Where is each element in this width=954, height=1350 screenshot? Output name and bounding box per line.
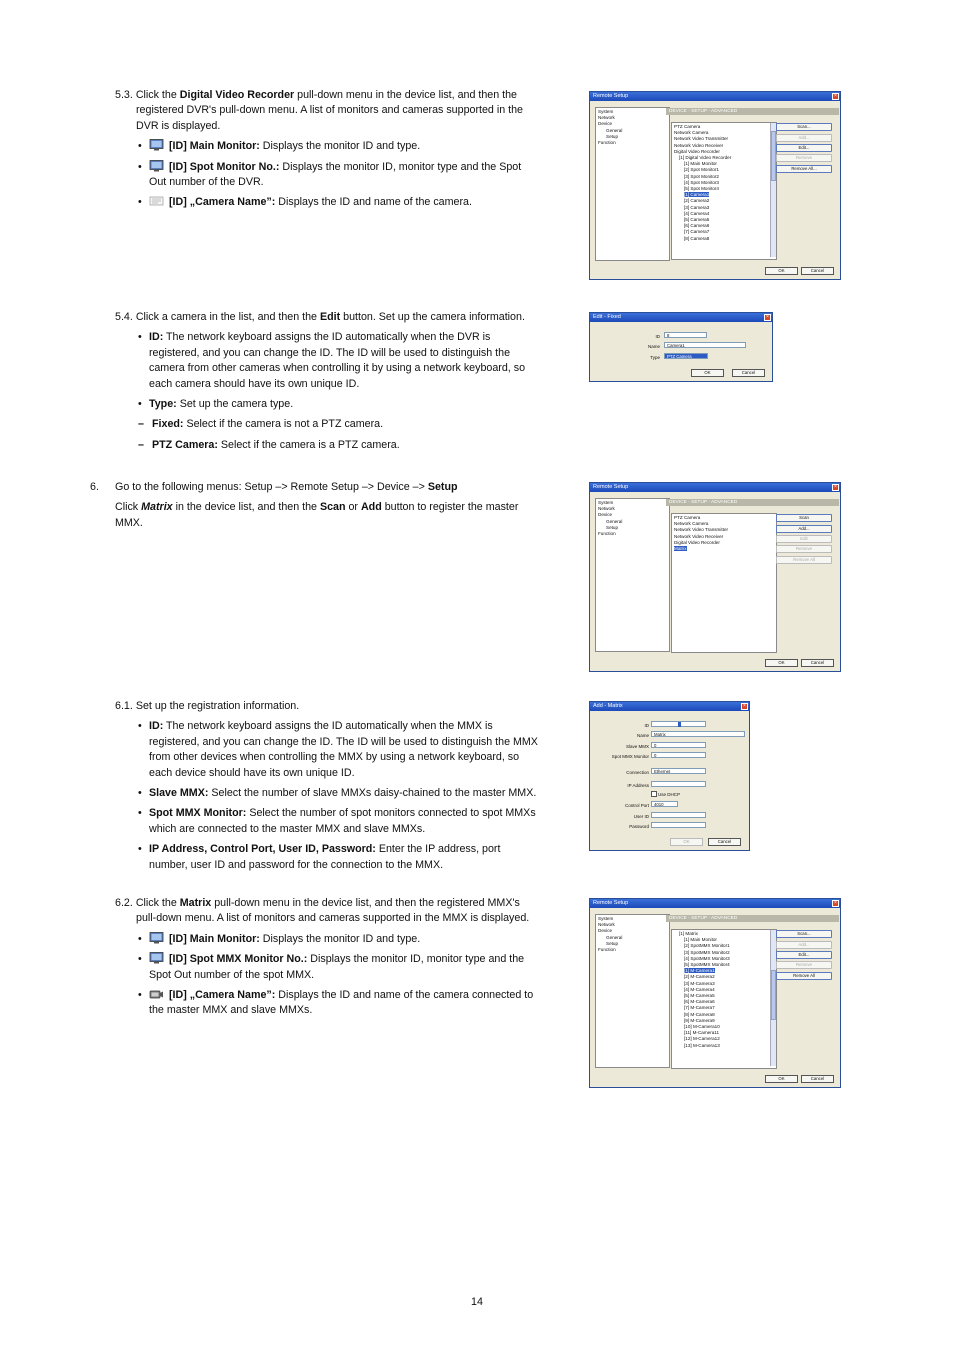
- section-6: 6. Go to the following menus: Setup –> Remote Setup –> Device –> Setup Click Matrix in the device list, and then the Scan or Add button to register the master MMX.: [90, 481, 519, 529]
- scan-button[interactable]: Scan: [776, 514, 832, 522]
- section-6-1: 6.1. Set up the registration information. • ID: The network keyboard assigns the ID automatically when the MMX is registered, and you can change the ID. The ID will be used to distinguish the MMX from other devices when controlling the MMX by using a network keyboard, so each device should have its own unique ID. • Slave MMX: Select the number of slave MMXs daisy-chained to the master MMX. • Spot MMX Monitor: Select the number of spot monitors connected to spot MMXs which are connected to the master MMX and slave MMXs. • IP Address, Control Port, User ID, Password: Enter the IP address, port number, user ID and password for the connection to the MMX.: [115, 699, 538, 878]
- close-icon[interactable]: ×: [832, 93, 839, 100]
- section-6-2: 6.2. Click the Matrix pull-down menu in the device list, and then the registered MMX's pull-down menu. A list of monitors and cameras supported in the MMX is displayed. • [ID] Main Monitor: Displays the monitor ID and type. • [ID] Spot MMX Monitor No.: Displays the monitor ID, monitor type and the Spot Out number of the spot MMX. • [ID] „Camera Name”: Displays the ID and name of the camera connected to the master MMX and slave MMXs.: [115, 896, 538, 1024]
- remote-setup-mmx-screenshot: [589, 898, 841, 1088]
- remote-setup-dvr-screenshot: [589, 91, 841, 280]
- spot-mmx-monitor-select[interactable]: 0: [651, 752, 706, 758]
- cancel-button[interactable]: Cancel: [801, 267, 834, 275]
- left-tree: System Network Device General Setup Function: [595, 914, 670, 1068]
- ok-button[interactable]: OK: [765, 267, 798, 275]
- add-matrix-screenshot: Add - Matrix × ID Name Matrix Slave MMX 0 Spot MMX Monitor 0 Connection Ethernet IP Address Use DHCP Control Port 4010 User ID Password OK Cancel: [589, 701, 750, 851]
- section-5-4: 5.4. Click a camera in the list, and then the Edit button. Set up the camera information. • ID: The network keyboard assigns the ID automatically when the DVR is registered, and you can change the ID. The ID will be used to distinguish the camera from other cameras when controlling it by using a network keyboard, so each camera should have its own unique ID. • Type: Set up the camera type. – Fixed: Select if the camera is not a PTZ camera. – PTZ Camera: Select if the camera is a PTZ camera.: [115, 310, 535, 458]
- ok-button[interactable]: OK: [670, 838, 703, 846]
- bullet-id: • ID: The network keyboard assigns the ID automatically when the DVR is registered, and you can change the ID. The ID will be used to distinguish the camera from other cameras when controlling it by using a network keyboard, so each camera should have its own unique ID.: [138, 331, 526, 390]
- use-dhcp-checkbox[interactable]: Use DHCP: [651, 791, 680, 798]
- left-tree: System Network Device General Setup Function: [595, 498, 670, 652]
- cancel-button[interactable]: Cancel: [801, 659, 834, 667]
- name-field[interactable]: Camera1: [664, 342, 746, 348]
- bullet-spot-mmx-monitor: • Spot MMX Monitor: Select the number of spot monitors connected to spot MMXs which are connected to the master MMX and slave MMXs.: [138, 807, 536, 835]
- edit-button[interactable]: Edit...: [776, 951, 832, 959]
- remove-all-button[interactable]: Remove All: [776, 556, 832, 564]
- id-field[interactable]: [651, 721, 706, 727]
- add-button[interactable]: Add...: [776, 941, 832, 949]
- step-number: 5.3.: [115, 89, 133, 101]
- section-5-3: 5.3. Click the Digital Video Recorder pull-down menu in the device list, and then the registered DVR's pull-down menu. A list of monitors and cameras supported in the DVR is displayed. • [ID] Main Monitor: Displays the monitor ID and type. • [ID] Spot Monitor No.: Displays the monitor ID, monitor type and the Spot Out number of the DVR. • [ID] „Camera Name”: Displays the ID and name of the camera.: [115, 88, 535, 216]
- edit-button[interactable]: Edit: [776, 535, 832, 543]
- page-number: 14: [471, 1296, 483, 1308]
- scrollbar[interactable]: [770, 930, 776, 1066]
- password-field[interactable]: [651, 822, 706, 828]
- monitor-icon: [149, 160, 164, 172]
- bullet-main-monitor: • [ID] Main Monitor: Displays the monitor ID and type.: [138, 932, 421, 945]
- edit-button[interactable]: Edit...: [776, 144, 832, 152]
- remove-button[interactable]: Remove: [776, 154, 832, 162]
- ip-address-field[interactable]: [651, 781, 706, 787]
- window-title: Edit - Fixed: [593, 314, 621, 320]
- add-button[interactable]: Add...: [776, 525, 832, 533]
- ok-button[interactable]: OK: [765, 1075, 798, 1083]
- panel-header: DEVICE - SETUP - ADVANCED: [666, 499, 839, 506]
- bullet-type: • Type: Set up the camera type.: [138, 398, 294, 411]
- dash-ptz: – PTZ Camera: Select if the camera is a PTZ camera.: [138, 438, 400, 451]
- cancel-button[interactable]: Cancel: [708, 838, 741, 846]
- device-tree: PTZ Camera Network Camera Network Video Transmitter Network Video Receiver Digital Video Recorder [1] Digital Video Recorder [1] Main Monitor [2] Spot Monitor1 [3] Spot Monitor2 [4] Spot Monitor3 [5] Spot Monitor4 [1] Camera1 [2] Camera2 [3] Camera3 [4] Camera4 [5] Camera5 [6] Camera6 [7] Camera7 [8] Camera8: [671, 122, 777, 260]
- window-title: Remote Setup: [593, 900, 629, 906]
- window-title: Add - Matrix: [593, 703, 623, 709]
- add-button[interactable]: Add...: [776, 134, 832, 142]
- monitor-icon: [149, 932, 164, 944]
- bullet-connection: • IP Address, Control Port, User ID, Password: Enter the IP address, port number, user ID and password for the connection to the MMX.: [138, 843, 501, 871]
- remote-setup-matrix-screenshot: [589, 482, 841, 672]
- dash-fixed: – Fixed: Select if the camera is not a PTZ camera.: [138, 418, 384, 431]
- device-tree: PTZ Camera Network Camera Network Video Transmitter Network Video Receiver Digital Video Recorder Matrix: [671, 513, 777, 653]
- panel-header: DEVICE - SETUP - ADVANCED: [666, 108, 839, 115]
- connection-select[interactable]: Ethernet: [651, 768, 706, 774]
- monitor-icon: [149, 952, 164, 964]
- device-tree: [1] Matrix [1] Main Monitor [2] SpotMMX Monitor1 [3] SpotMMX Monitor2 [4] SpotMMX Monitor3 [5] SpotMMX Monitor4 [1] M-Camera1 [2] M-Camera2 [3] M-Camera3 [4] M-Camera4 [5] M-Camera5 [6] M-Camera6 [7] M-Camera7 [8] M-Camera8 [9] M-Camera9 [10] M-Camera10 [11] M-Camera11 [12] M-Camera12 [13] M-Camera13: [671, 929, 777, 1069]
- close-icon[interactable]: ×: [741, 703, 748, 710]
- monitor-icon: [149, 139, 164, 151]
- user-id-field[interactable]: [651, 812, 706, 818]
- remove-all-button[interactable]: Remove All: [776, 972, 832, 980]
- ok-button[interactable]: OK: [691, 369, 724, 377]
- bullet-main-monitor: • [ID] Main Monitor: Displays the monitor ID and type.: [138, 140, 421, 153]
- bullet-camera-name: • [ID] „Camera Name”: Displays the ID and name of the camera connected to the master MMX and slave MMXs.: [138, 989, 534, 1017]
- type-select[interactable]: PTZ Camera: [664, 353, 708, 359]
- edit-fixed-screenshot: Edit - Fixed × ID 8 Name Camera1 Type PTZ Camera OK Cancel: [589, 312, 773, 382]
- left-tree: System Network Device General Setup Function: [595, 107, 670, 261]
- close-icon[interactable]: ×: [764, 314, 771, 321]
- close-icon[interactable]: ×: [832, 484, 839, 491]
- window-title: Remote Setup: [593, 93, 629, 99]
- close-icon[interactable]: ×: [832, 900, 839, 907]
- bullet-spot-monitor: • [ID] Spot Monitor No.: Displays the monitor ID, monitor type and the Spot Out number of the DVR.: [138, 160, 522, 189]
- remove-button[interactable]: Remove: [776, 961, 832, 969]
- bold-term: Digital Video Recorder: [179, 89, 295, 101]
- bullet-spot-mmx-monitor: • [ID] Spot MMX Monitor No.: Displays the monitor ID, monitor type and the Spot Out number of the spot MMX.: [138, 953, 525, 981]
- ok-button[interactable]: OK: [765, 659, 798, 667]
- scan-button[interactable]: Scan...: [776, 123, 832, 131]
- slave-mmx-select[interactable]: 0: [651, 742, 706, 748]
- camera-list-icon: [149, 195, 164, 207]
- window-title: Remote Setup: [593, 484, 629, 490]
- camera-icon: [149, 988, 164, 1000]
- control-port-field[interactable]: 4010: [651, 801, 678, 807]
- bullet-camera-name: • [ID] „Camera Name”: Displays the ID and name of the camera.: [138, 196, 472, 209]
- remove-all-button[interactable]: Remove All...: [776, 165, 832, 173]
- name-field[interactable]: Matrix: [651, 731, 745, 737]
- panel-header: DEVICE - SETUP - ADVANCED: [666, 915, 839, 922]
- remove-button[interactable]: Remove: [776, 545, 832, 553]
- scan-button[interactable]: Scan...: [776, 930, 832, 938]
- scrollbar[interactable]: [770, 123, 776, 257]
- bullet-id: • ID: The network keyboard assigns the ID automatically when the MMX is registered, and you can change the ID. The ID will be used to distinguish the MMX from other devices when controlling the MMX by using a network keyboard, so each device should have its own unique ID.: [138, 720, 538, 779]
- bullet-slave-mmx: • Slave MMX: Select the number of slave MMXs daisy-chained to the master MMX.: [138, 787, 537, 800]
- cancel-button[interactable]: Cancel: [801, 1075, 834, 1083]
- id-field[interactable]: 8: [664, 332, 707, 338]
- cancel-button[interactable]: Cancel: [732, 369, 765, 377]
